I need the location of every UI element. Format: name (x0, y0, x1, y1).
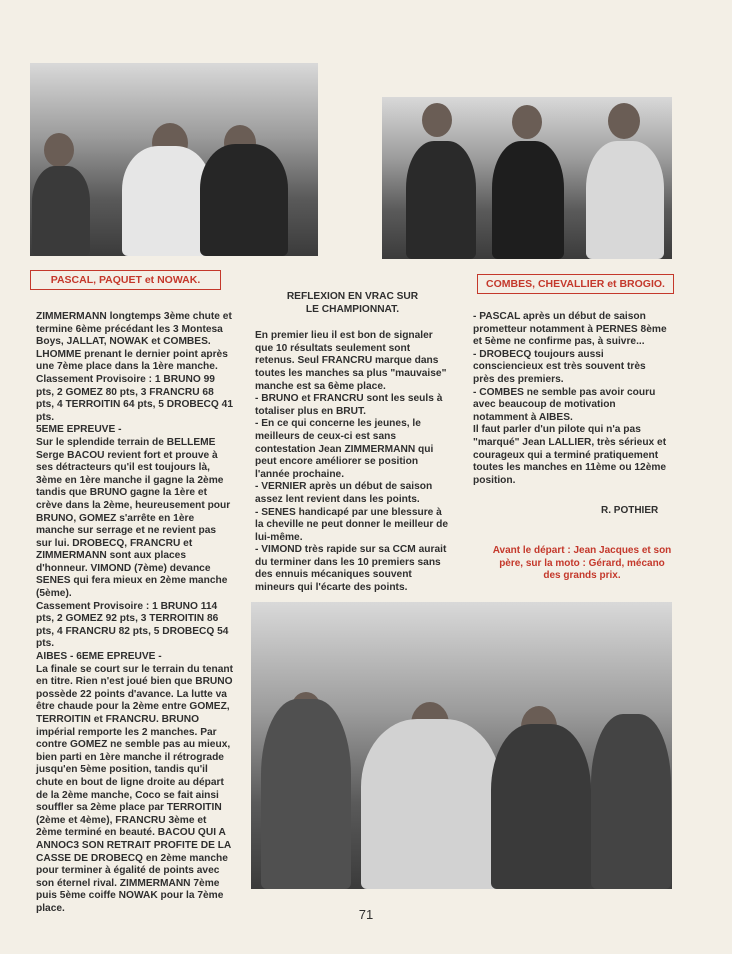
column-mid-title: REFLEXION EN VRAC SUR LE CHAMPIONNAT. (286, 291, 419, 315)
caption-right-text: COMBES, CHEVALLIER et BROGIO. (486, 278, 665, 290)
article-column-left (36, 311, 234, 916)
article-column-middle (255, 291, 450, 595)
photo-riders-group-left (30, 63, 318, 256)
column-mid-text: En premier lieu il est bon de signaler que 10 résultats seulement sont retenus. Seul FRANCRU marque dans toutes les manches sa plus "mauvaise" manche est sa 6ème place. - BRUNO et FRANCRU sont les seuls à totaliser plus en BRUT. - En ce qui concerne les jeunes, le meilleurs de ceux-ci est sans contestation Jean ZIMMERMANN qui peut encore améliorer se position l'année prochaine. - VERNIER après un début de saison assez lent revient dans les points. - SENES handicapé par une blessure à la cheville ne peut donner le meilleur de lui-même. - VIMOND très rapide sur sa CCM aurait du terminer dans les 10 premiers sans des ennuis mécaniques souvent mineurs qui l'écarte des points. (255, 330, 449, 594)
photo-start-line-crowd (251, 602, 672, 889)
column-right-text: - PASCAL après un début de saison prometteur notamment à PERNES 8ème et 5ème ne confirme pas, à suivre... - DROBECQ toujours aussi consciencieux est très souvent très près des premiers. - COMBES ne semble pas avoir couru avec beaucoup de motivation notamment à AIBES. Il faut parler d'un pilote qui n'a pas "marqué" Jean LALLIER, très sérieux et courageux qui a terminé pratiquement toutes les manches en 11ème ou 12ème position. (473, 311, 667, 486)
caption-bottom-photo: Avant le départ : Jean Jacques et son père, sur la moto : Gérard, mécano des grands prix. (492, 545, 672, 582)
caption-right-photo (477, 274, 674, 294)
author-signature: R. POTHIER (601, 505, 659, 516)
caption-left-photo (30, 270, 221, 290)
column-left-text: ZIMMERMANN longtemps 3ème chute et termine 6ème précédant les 3 Montesa Boys, JALLAT, NOWAK et COMBES. LHOMME prenant le dernier point après une 7ème place dans la 1ère manche. Classement Provisoire : 1 BRUNO 99 pts, 2 GOMEZ 80 pts, 3 FRANCRU 68 pts, 4 TERROITIN 64 pts, 5 DROBECQ 41 pts. 5EME EPREUVE - Sur le splendide terrain de BELLEME Serge BACOU revient fort et prouve à ses détracteurs qu'il est toujours là, 3ème en 1ère manche il gagne la 2ème tandis que BRUNO gagne la 1ère et crève dans la 2ème, heureusement pour BRUNO, GOMEZ s'arrête en 1ère manche sur serrage et ne revient pas sur lui. DROBECQ, FRANCRU et ZIMMERMANN sont aux places d'honneur. VIMOND (7ème) devance SENES qui fera mieux en 2ème manche (5ème). Cassement Provisoire : 1 BRUNO 114 pts, 2 GOMEZ 92 pts, 3 TERROITIN 86 pts, 4 FRANCRU 82 pts, 5 DROBECQ 54 pts. AIBES - 6EME EPREUVE - La finale se court sur le terrain du tenant en titre. Rien n'est joué bien que BRUNO possède 22 points d'avance. La lutte va être chaude pour la 2ème entre GOMEZ, TERROITIN et FRANCRU. BRUNO impérial remporte les 2 manches. Par contre GOMEZ ne semble pas au mieux, bien parti en 1ère manche il rétrograde jusqu'en 5ème position, tandis qu'il chute en bout de ligne droite au départ de la 2ème manche, Coco se fait ainsi souffler sa 2ème place par TERROITIN (2ème et 4ème), FRANCRU 3ème et 2ème terminé en beauté. BACOU QUI A ANNOC3 SON RETRAIT PROFITE DE LA CASSE DE DROBECQ en 2ème manche pour terminer à égalité de points avec son éternel rival. ZIMMERMANN 7ème puis 5ème coiffe NOWAK pour la 7ème place. (36, 311, 234, 914)
article-column-right (473, 311, 669, 487)
caption-left-text: PASCAL, PAQUET et NOWAK. (50, 274, 201, 286)
photo-riders-group-right (382, 97, 672, 259)
page-number: 71 (358, 907, 374, 922)
